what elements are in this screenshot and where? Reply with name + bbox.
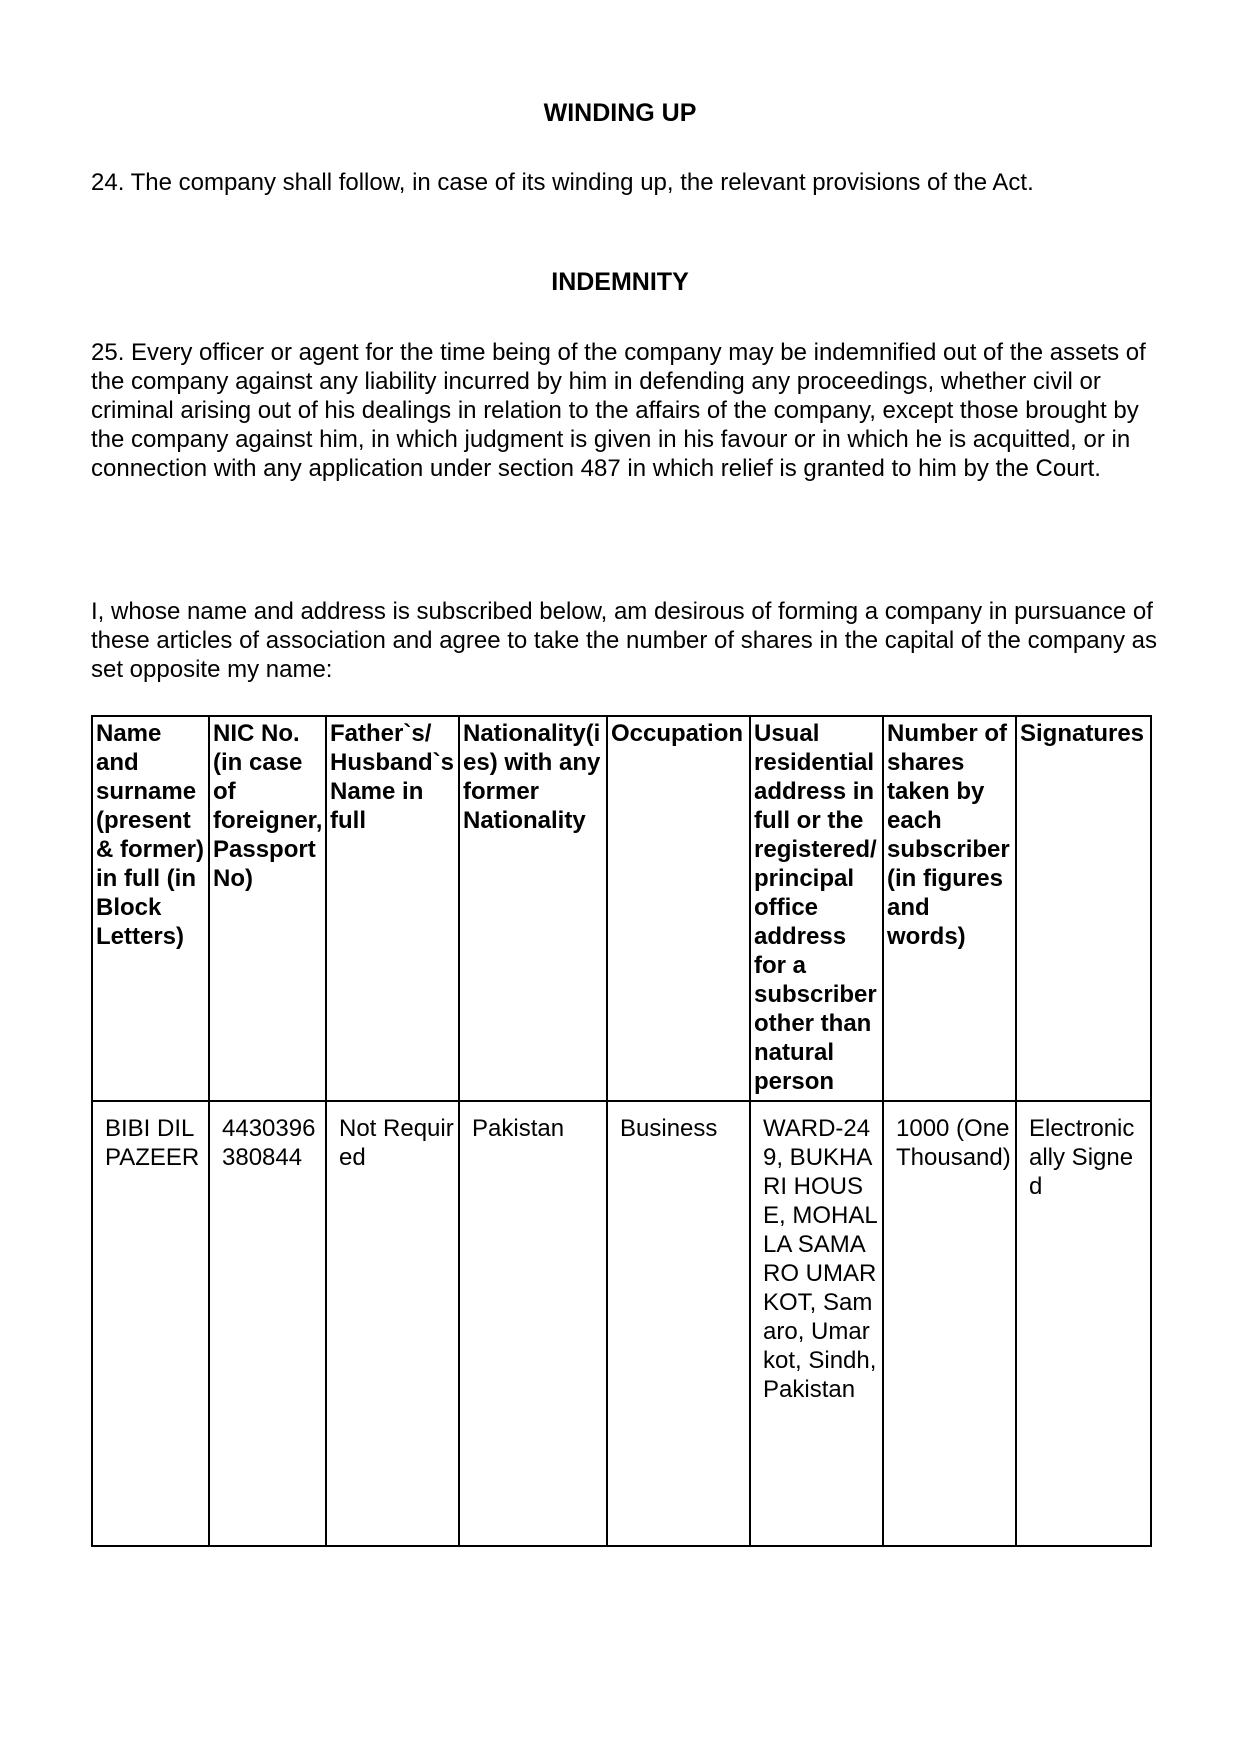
cell-shares: 1000 (One Thousand): [883, 1101, 1016, 1546]
cell-nic: 4430396380844: [209, 1101, 326, 1546]
winding-up-heading: WINDING UP: [543, 99, 697, 127]
header-nic: NIC No. (in case of foreigner, Passport No): [209, 716, 326, 1101]
indemnity-heading: INDEMNITY: [551, 268, 689, 296]
clause-25-text: 25. Every officer or agent for the time being of the company may be indemnified out of the assets of the company against any liability incurred by him in defending any proceedings, whether civil or criminal arising out of his dealings in relation to the affairs of the company, except those brought by the company against him, in which judgment is given in his favour or in which he is acquitted, or in connection with any application under section 487 in which relief is granted to him by the Court.: [91, 339, 1146, 482]
subscribers-table: [91, 715, 1152, 1547]
header-occupation: Occupation: [607, 716, 750, 1101]
cell-name: BIBI DILPAZEER: [92, 1101, 209, 1546]
cell-signature: Electronically Signed: [1016, 1101, 1151, 1546]
cell-nationality: Pakistan: [459, 1101, 607, 1546]
clause-24-text: 24. The company shall follow, in case of its winding up, the relevant provisions of the Act.: [91, 169, 1034, 196]
table-header-row: [92, 716, 1151, 1101]
header-signatures: Signatures: [1016, 716, 1151, 1101]
cell-address: WARD-249, BUKHARI HOUSE, MOHALLA SAMARO UMARKOT, Samaro, Umarkot, Sindh, Pakistan: [750, 1101, 883, 1546]
cell-father-husband: Not Required: [326, 1101, 459, 1546]
table-row: [92, 1101, 1151, 1546]
header-nationality: Nationality(ies) with any former Nationality: [459, 716, 607, 1101]
subscriber-declaration: I, whose name and address is subscribed below, am desirous of forming a company in pursuance of these articles of association and agree to take the number of shares in the capital of the company as set opposite my name:: [91, 598, 1157, 683]
header-address: Usual residential address in full or the registered/ principal office address for a subscriber other than natural person: [750, 716, 883, 1101]
cell-occupation: Business: [607, 1101, 750, 1546]
header-shares: Number of shares taken by each subscriber (in figures and words): [883, 716, 1016, 1101]
header-name: Name and surname (present & former) in full (in Block Letters): [92, 716, 209, 1101]
header-father-husband: Father`s/ Husband`s Name in full: [326, 716, 459, 1101]
